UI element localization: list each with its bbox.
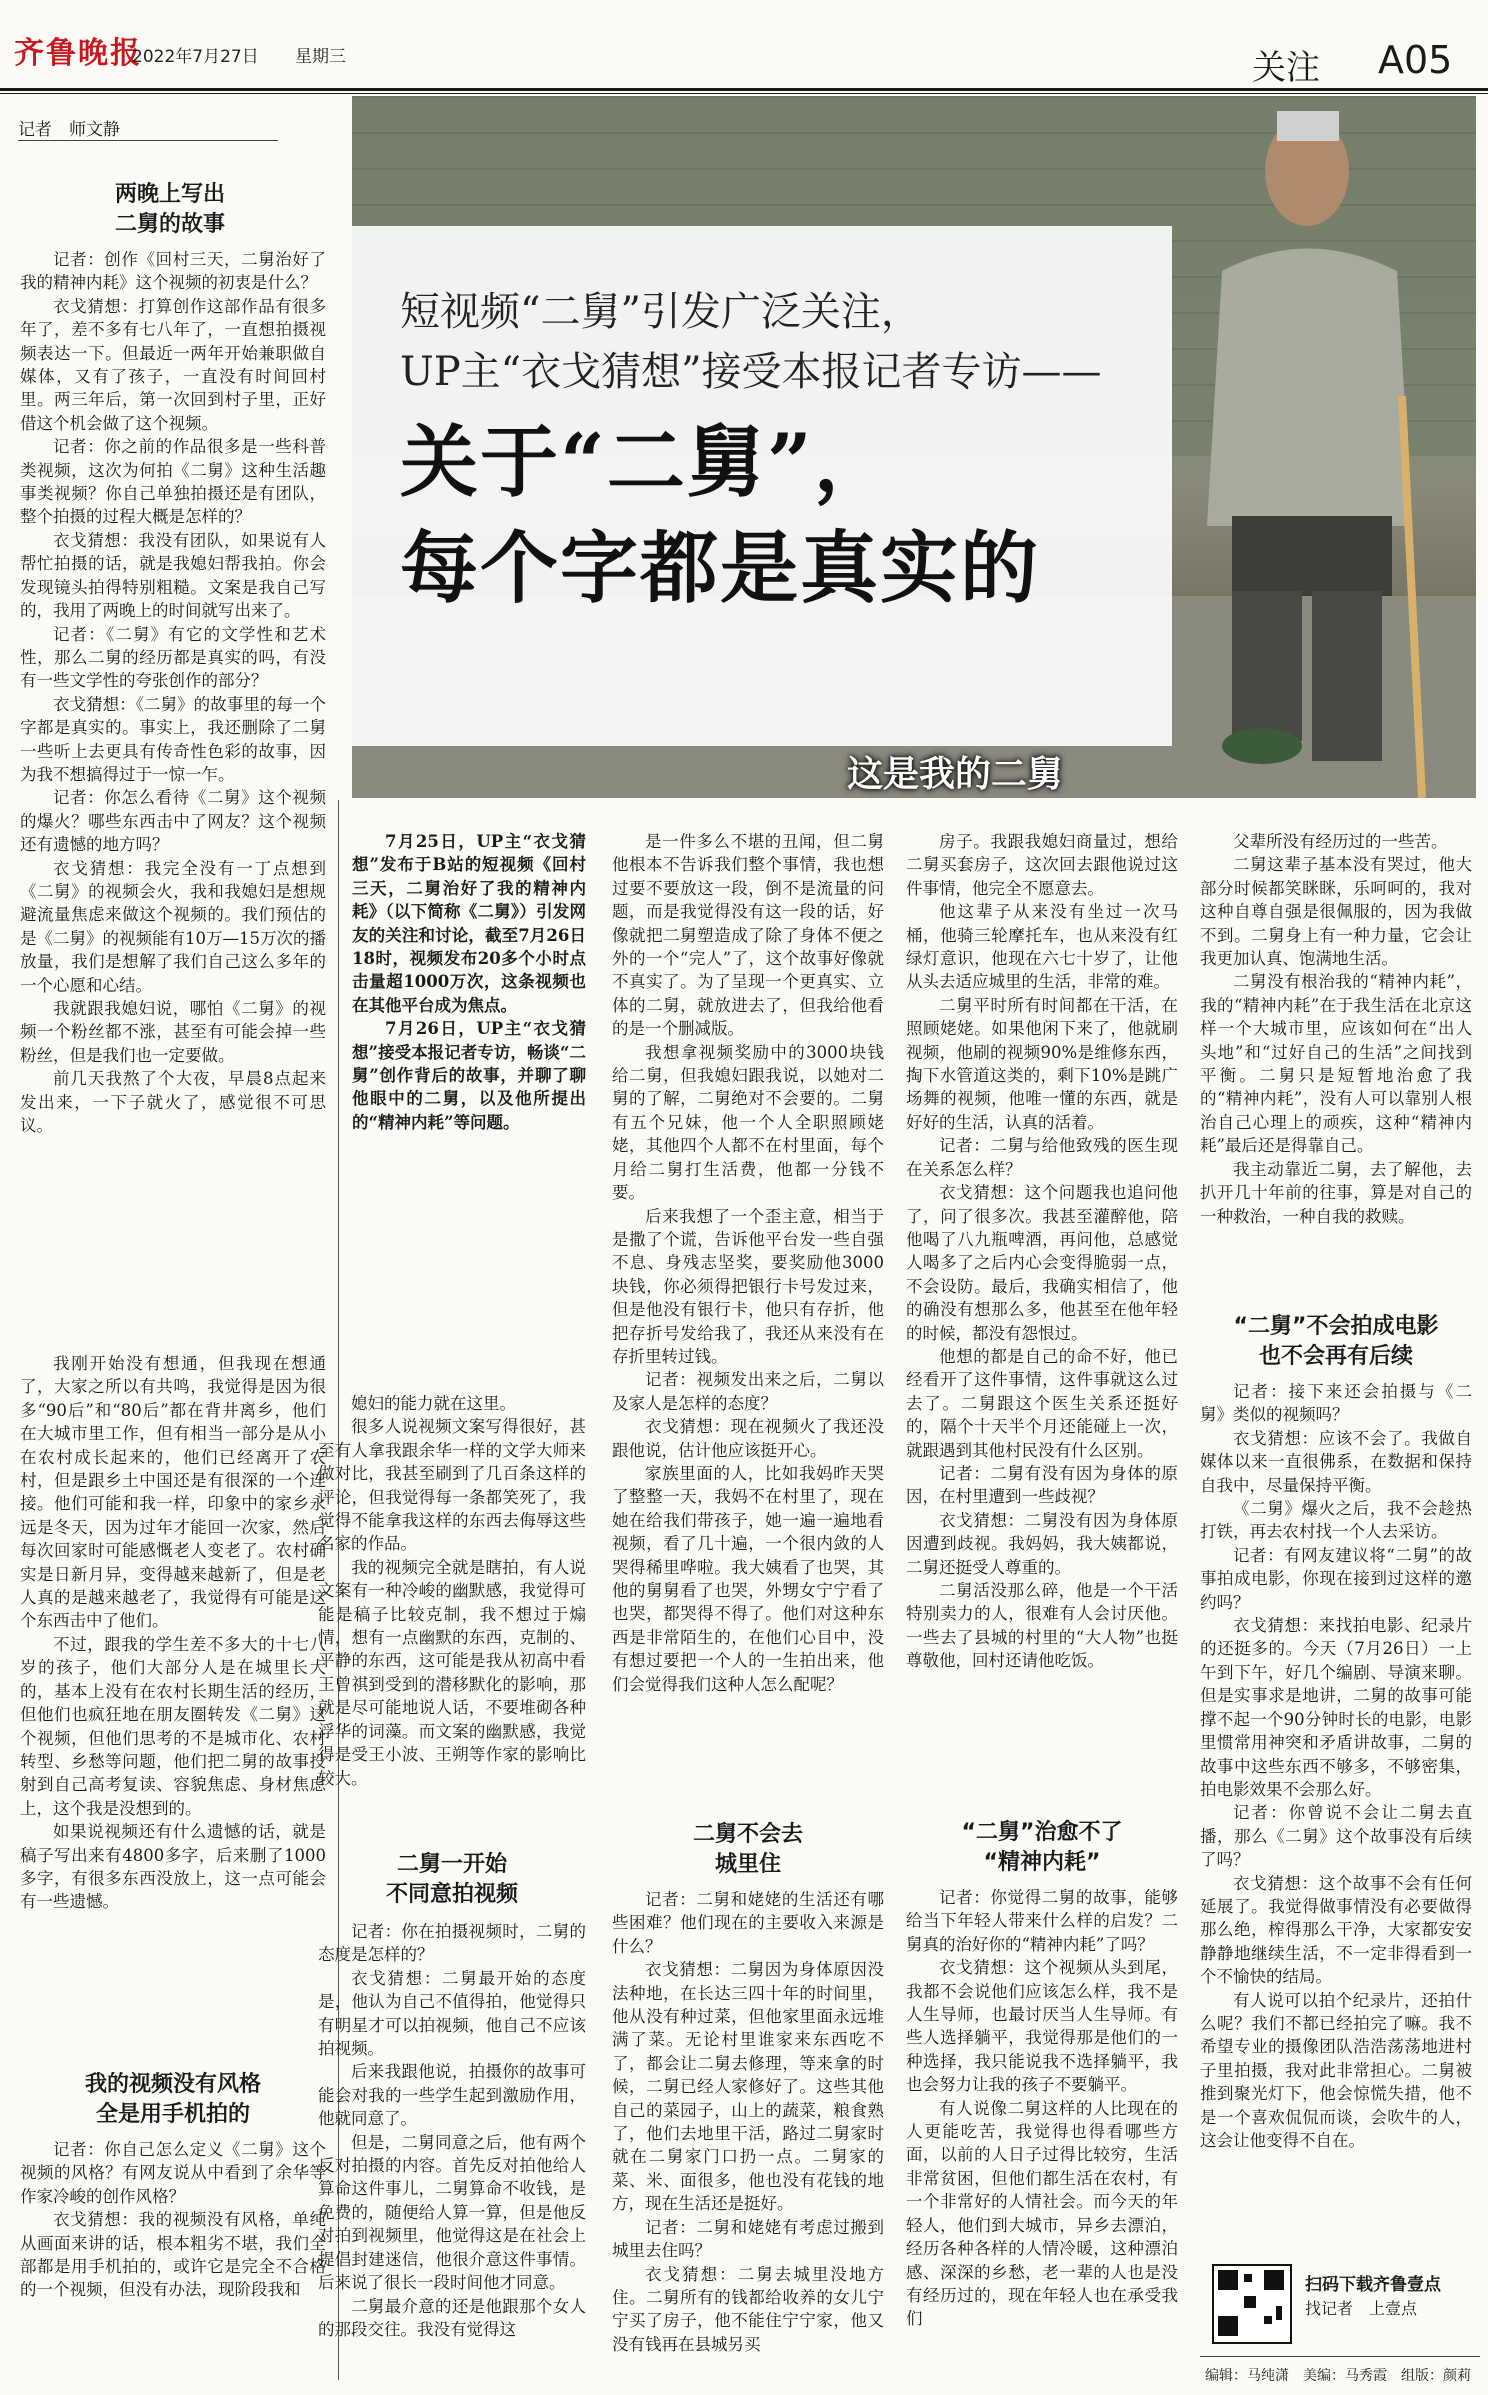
paragraph: 记者：你在拍摄视频时，二舅的态度是怎样的？ — [318, 1922, 586, 1965]
paragraph: 房子。我跟我媳妇商量过，想给二舅买套房子，这次回去跟他说过这件事情，他完全不愿意去。 — [906, 832, 1178, 898]
column-2-body-a — [318, 1392, 586, 1790]
main-headline — [400, 410, 1040, 622]
paragraph: 记者：你觉得二舅的故事，能够给当下年轻人带来什么样的启发？二舅真的治好你的“精神内耗”了吗？ — [906, 1888, 1178, 1954]
column-1-body-a — [20, 248, 326, 1137]
masthead-logo: 齐鲁晚报 — [14, 36, 142, 71]
paragraph: 衣戈猜想：二舅因为身体原因没法种地，在长达三四十年的时间里，他从没有种过菜，但他家里面永远堆满了菜。无论村里谁家来东西吃不了，都会让二舅去修理，等来拿的时候，二舅已经人家修好了。这些其他自己的菜园子，山上的蔬菜，粮食熟了，他们去地里干活，路过二舅家时就在二舅家门口扔一点。二舅家的菜、米、面很多，他也没有花钱的地方，现在生活还是挺好。 — [612, 1960, 884, 2214]
paragraph: 但是，二舅同意之后，他有两个反对拍摄的内容。首先反对拍他给人算命这件事儿，二舅算命不收钱，是免费的，随便给人算一算，但是他反对拍到视频里，他觉得这是在社会上提倡封建迷信，他很介意这件事情。后来说了很长一段时间他才同意。 — [318, 2132, 586, 2293]
subhead-5-line-1: “二舅”治愈不了 — [961, 1820, 1123, 1845]
subhead-5-line-2: “精神内耗” — [983, 1850, 1101, 1875]
subhead-1 — [20, 180, 320, 240]
paragraph: 有人说像二舅这样的人比现在的人更能吃苦，我觉得也得看哪些方面，以前的人日子过得比较穷，生活非常贫困，但他们都生活在农村，有一个非常好的人情社会。而今天的年轻人，他们到大城市，异乡去漂泊，经历各种各样的人情冷暖，这种漂泊感、深深的乡愁，老一辈的人也是没有经历过的，现在年轻人也在承受我们 — [906, 2098, 1178, 2329]
subhead-6-line-1: “二舅”不会拍成电影 — [1233, 1314, 1439, 1339]
paragraph: 我想拿视频奖励中的3000块钱给二舅，但我媳妇跟我说，以她对二舅的了解，二舅绝对不会要的。二舅有五个兄妹，他一个人全职照顾姥姥，其他四个人都不在村里面，每个月给二舅打生活费，他都一分钱不要。 — [612, 1042, 884, 1203]
paragraph: 记者：二舅与给他致残的医生现在关系怎么样？ — [906, 1136, 1178, 1179]
paragraph: 记者：接下来还会拍摄与《二舅》类似的视频吗？ — [1200, 1382, 1472, 1425]
subhead-2-line-1: 我的视频没有风格 — [84, 2072, 261, 2097]
deck-line-1: 短视频“二舅”引发广泛关注， — [400, 289, 921, 335]
article-lead — [352, 830, 586, 1134]
paragraph: 媳妇的能力就在这里。 — [351, 1394, 516, 1413]
paragraph: 衣戈猜想：这个视频从头到尾，我都不会说他们应该怎么样，我不是人生导师，也最讨厌当人生导师。有些人选择躺平，我觉得那是他们的一种选择，我只能说我不选择躺平，我也会努力让我的孩子不要躺平。 — [906, 1958, 1178, 2095]
paragraph: 后来我跟他说，拍摄你的故事可能会对我的一些学生起到激励作用，他就同意了。 — [318, 2062, 586, 2129]
column-3-body-a — [612, 830, 884, 1696]
paragraph: 记者：你自己怎么定义《二舅》这个视频的风格？有网友说从中看到了余华等作家冷峻的创作风格？ — [20, 2140, 326, 2206]
column-1-body-c — [20, 2138, 326, 2302]
paragraph: 我刚开始没有想通，但我现在想通了，大家之所以有共鸣，我觉得是因为很多“90后”和“80后”都在背井离乡，他们在大城市里工作，但有相当一部分是从小在农村成长起来的，他们已经离开了农村，但是跟乡土中国还是有很深的一个连接。他们可能和我一样，印象中的家乡永远是冬天，因为过年才能回一次家，然后每次回家时可能感慨老人变老了。农村确实是日新月异，变得越来越新了，但是老人真的是越来越老了，我觉得有可能是这个东西击中了他们。 — [20, 1354, 326, 1631]
paragraph: 记者：你怎么看待《二舅》这个视频的爆火？哪些东西击中了网友？这个视频还有遗憾的地方吗？ — [20, 788, 326, 855]
paragraph: 记者：《二舅》有它的文学性和艺术性，那么二舅的经历都是真实的吗，有没有一些文学性的夸张创作的部分？ — [20, 624, 326, 691]
subhead-3 — [318, 1850, 586, 1910]
subhead-6-line-2: 也不会再有后续 — [1258, 1344, 1413, 1369]
paragraph: 有人说可以拍个纪录片，还拍什么呢？我们不都已经拍完了嘛。我不希望专业的摄像团队浩浩荡荡地进村子里拍摄，我对此非常担心。二舅被推到聚光灯下，他会惊慌失措，他不是一个喜欢侃侃而谈，会吹牛的人，这会让他变得不自在。 — [1200, 1990, 1472, 2150]
paragraph: 衣戈猜想：这个问题我也追问他了，问了很多次。我甚至灌醉他，陪他喝了八九瓶啤酒，再问他，总感觉人喝多了之后内心会变得脆弱一点，不会设防。最后，我确实相信了，他的确没有想那么多，他甚至在他年轻的时候，都没有怨恨过。 — [906, 1183, 1178, 1343]
subhead-5 — [906, 1818, 1178, 1878]
paragraph: 他这辈子从来没有坐过一次马桶，他骑三轮摩托车，也从来没有红绿灯意识，他现在六七十岁了，让他从头去适应城里的生活，非常的难。 — [906, 902, 1178, 992]
paragraph: 衣戈猜想：来找拍电影、纪录片的还挺多的。今天（7月26日）一上午到下午，好几个编剧、导演来聊。但是实事求是地讲，二舅的故事可能撑不起一个90分钟时长的电影，电影里惯常用神突和矛盾讲故事，二舅的故事中这些东西不够多，不够密集，拍电影效果不会那么好。 — [1200, 1616, 1472, 1799]
paragraph: 很多人说视频文案写得很好，甚至有人拿我跟余华一样的文学大师来做对比，我甚至刷到了几百条这样的评论，但我觉得每一条都笑死了，我觉得不能拿我这样的东西去侮辱这些名家的作品。 — [318, 1417, 586, 1554]
subhead-3-line-1: 二舅一开始 — [396, 1852, 507, 1877]
issue-date: 2022年7月27日 — [132, 47, 259, 67]
paragraph: 二舅活没那么碎，他是一个干活特别卖力的人，很难有人会讨厌他。一些去了县城的村里的“大人物”也挺尊敬他，回村还请他吃饭。 — [906, 1581, 1178, 1671]
paragraph: 《二舅》爆火之后，我不会趁热打铁，再去农村找一个人去采访。 — [1200, 1499, 1472, 1542]
paragraph: 是一件多么不堪的丑闻，但二舅他根本不告诉我们整个事情，我也想过要不要放这一段，倒不是流量的问题，而是我觉得没有这一段的话，好像就把二舅塑造成了除了身体不便之外的一个“完人”了，这个故事好像就不真实了。为了呈现一个更真实、立体的二舅，就放进去了，但我给他看的是一个删减版。 — [612, 832, 884, 1039]
paragraph: 我的视频完全就是瞎拍，有人说文案有一种冷峻的幽默感，我觉得可能是稿子比较克制，我不想过于煽情，想有一点幽默的东西，克制的、平静的东西，这可能是我从初高中看王曾祺到受到的潜移默化的影响，那就是尽可能地说人话，不要堆砌各种浮华的词藻。而文案的幽默感，我觉得是受王小波、王朔等作家的影响比较大。 — [318, 1557, 586, 1788]
paragraph: 家族里面的人，比如我妈昨天哭了整整一天，我妈不在村里了，现在她在给我们带孩子，她一遍一遍地看视频，看了几十遍，一个很内敛的人哭得稀里哗啦。我大姨看了也哭，其他的舅舅看了也哭，外甥女宁宁看了也哭，都哭得不得了。他们对这种东西是非常陌生的，在他们心目中，没有想过要把一个人的一生拍出来，他们会觉得我们这种人怎么配呢？ — [612, 1463, 884, 1694]
man-figure — [1162, 96, 1442, 798]
deck-line-2: UP主“衣戈猜想”接受本报记者专访—— — [400, 349, 1102, 395]
headline-line-2: 每个字都是真实的 — [400, 523, 1041, 614]
subhead-4 — [612, 1820, 884, 1880]
column-1-body-b — [20, 1352, 326, 1914]
paragraph: 二舅平时所有时间都在干活，在照顾姥姥。如果他闲下来了，他就刷视频，他刷的视频90%是维修东西，掏下水管道这类的，剩下10%是跳广场舞的视频，他唯一懂的东西，就是好好的生活，认真的活着。 — [906, 995, 1178, 1132]
subhead-6 — [1200, 1312, 1472, 1372]
subhead-1-line-1: 两晚上写出 — [114, 182, 225, 207]
deck-headline — [400, 282, 1102, 402]
paragraph: 衣戈猜想：二舅没有因为身体原因遭到歧视。我妈妈，我大姨都说，二舅还挺受人尊重的。 — [906, 1510, 1178, 1577]
column-5-body-a — [1200, 830, 1472, 1228]
column-4-body-a — [906, 830, 1178, 1673]
subhead-2 — [20, 2070, 326, 2130]
paragraph: 衣戈猜想：二舅最开始的态度是，他认为自己不值得拍，他觉得只有明星才可以拍视频，他自己不应该拍视频。 — [318, 1968, 586, 2059]
footer-rule — [1200, 2356, 1480, 2357]
paragraph: 他想的都是自己的命不好，他已经看开了这件事情，这件事就这么过去了。二舅跟这个医生关系还挺好的，隔个十天半个月还能碰上一次，就跟遇到其他村民没有什么区别。 — [906, 1346, 1178, 1460]
paragraph: 我主动靠近二舅，去了解他，去扒开几十年前的往事，算是对自己的一种救治，一种自我的救赎。 — [1200, 1159, 1472, 1226]
qr-code-icon[interactable] — [1212, 2264, 1292, 2344]
paragraph: 记者：你曾说不会让二舅去直播，那么《二舅》这个故事没有后续了吗？ — [1200, 1803, 1472, 1870]
paragraph: 父辈所没有经历过的一些苦。 — [1233, 832, 1448, 851]
paragraph: 衣戈猜想：这个故事不会有任何延展了。我觉得做事情没有必要做得那么绝，榨得那么干净，大家都安安静静地继续生活，不一定非得看到一个不愉快的结局。 — [1200, 1873, 1472, 1987]
lead-paragraph: 7月26日，UP主“衣戈猜想”接受本报记者专访，畅谈“二舅”创作背后的故事，并聊了聊他眼中的二舅，以及他所提出的“精神内耗”等问题。 — [352, 1019, 586, 1132]
column-3-body-b — [612, 1888, 884, 2356]
paragraph: 记者：有网友建议将“二舅”的故事拍成电影，你现在接到过这样的邀约吗？ — [1200, 1545, 1472, 1612]
paragraph: 后来我想了一个歪主意，相当于是撒了个谎，告诉他平台发一些自强不息、身残志坚奖，要奖励他3000块钱，你必须得把银行卡号发过来，但是他没有银行卡，他只有存折，他把存折号发给我了，我还从来没有在存折里转过钱。 — [612, 1206, 884, 1366]
page-number: A05 — [1378, 38, 1453, 82]
header-rule — [0, 88, 1488, 91]
paragraph: 衣戈猜想：应该不会了。我做自媒体以来一直很佛系，在数据和保持自我中，尽量保持平衡。 — [1200, 1428, 1472, 1495]
subhead-2-line-2: 全是用手机拍的 — [95, 2102, 250, 2127]
paragraph: 我就跟我媳妇说，哪怕《二舅》的视频一个粉丝都不涨，甚至有可能会掉一些粉丝，但是我们也一定要做。 — [20, 999, 326, 1065]
paragraph: 衣戈猜想：我完全没有一丁点想到《二舅》的视频会火，我和我媳妇是想规避流量焦虑来做这个视频的。我们预估的是《二舅》的视频能有10万—15万次的播放量，我们是想解了我们自己这么多年的一个心愿和心结。 — [20, 858, 326, 995]
paragraph: 记者：创作《回村三天，二舅治好了我的精神内耗》这个视频的初衷是什么？ — [20, 250, 326, 293]
byline-rule — [18, 140, 278, 141]
headline-line-1: 关于“二舅”， — [400, 417, 894, 508]
subhead-4-line-1: 二舅不会去 — [692, 1822, 803, 1847]
paragraph: 二舅最介意的还是他跟那个女人的那段交往。我没有觉得这 — [318, 2296, 586, 2339]
subhead-4-line-2: 城里住 — [714, 1852, 781, 1877]
photo-caption: 这是我的二舅 — [847, 754, 1064, 795]
paragraph: 不过，跟我的学生差不多大的十七八岁的孩子，他们大部分人是在城里长大的，基本上没有在农村长期生活的经历，但他们也疯狂地在朋友圈转发《二舅》这个视频，但他们思考的不是城市化、农村转型、乡愁等问题，他们把二舅的故事投射到自己高考复读、容貌焦虑、身材焦虑上，这个我是没想到的。 — [20, 1634, 326, 1818]
paragraph: 二舅没有根治我的“精神内耗”，我的“精神内耗”在于我生活在北京这样一个大城市里，应该如何在“出人头地”和“过好自己的生活”之间找到平衡。二舅只是短暂地治愈了我的“精神内耗”，没有人可以靠别人根治自己心理上的顽疾，这种“精神内耗”最后还是得靠自己。 — [1200, 972, 1472, 1156]
paragraph: 二舅这辈子基本没有哭过，他大部分时候都笑眯眯，乐呵呵的，我对这种自尊自强是很佩服的，因为我做不到。二舅身上有一种力量，它会让我更加认真、饱满地生活。 — [1200, 855, 1472, 969]
paragraph: 前几天我熬了个大夜，早晨8点起来发出来，一下子就火了，感觉很不可思议。 — [20, 1069, 326, 1136]
paragraph: 记者：二舅和姥姥有考虑过搬到城里去住吗？ — [612, 2217, 884, 2261]
subhead-3-line-2: 不同意拍视频 — [385, 1882, 518, 1907]
byline: 记者 师文静 — [18, 120, 120, 140]
paragraph: 记者：你之前的作品很多是一些科普类视频，这次为何拍《二舅》这种生活趣事类视频？你自己单独拍摄还是有团队，整个拍摄的过程大概是怎样的？ — [20, 437, 326, 527]
paragraph: 记者：二舅和姥姥的生活还有哪些困难？他们现在的主要收入来源是什么？ — [612, 1890, 884, 1956]
lead-paragraph: 7月25日，UP主“衣戈猜想”发布于B站的短视频《回村三天，二舅治好了我的精神内耗》（以下简称《二舅》）引发网友的关注和讨论，截至7月26日18时，视频发布20多个小时点击量超1000万次，这条视频也在其他平台成为焦点。 — [352, 832, 586, 1015]
paragraph: 衣戈猜想：现在视频火了我还没跟他说，估计他应该挺开心。 — [612, 1417, 884, 1460]
paragraph: 衣戈猜想：打算创作这部作品有很多年了，差不多有七八年了，一直想拍摄视频表达一下。但最近一两年开始兼职做自媒体，又有了孩子，一直没有时间回村里。两三年后，第一次回到村子里，正好借这个机会做了这个视频。 — [20, 296, 326, 433]
column-2-body-b — [318, 1920, 586, 2341]
paragraph: 衣戈猜想：我没有团队，如果说有人帮忙拍摄的话，就是我媳妇帮我拍。你会发现镜头拍得特别粗糙。文案是我自己写的，我用了两晚上的时间就写出来了。 — [20, 530, 326, 621]
section-name: 关注 — [1252, 48, 1320, 88]
paragraph: 如果说视频还有什么遗憾的话，就是稿子写出来有4800多字，后来删了1000多字，有很多东西没放上，这一点可能会有一些遗憾。 — [20, 1822, 326, 1912]
paragraph: 记者：视频发出来之后，二舅以及家人是怎样的态度？ — [612, 1370, 884, 1413]
paragraph: 衣戈猜想：二舅去城里没地方住。二舅所有的钱都给收养的女儿宁宁买了房子，他不能住宁宁家，他又没有钱再在县城另买 — [612, 2264, 884, 2354]
column-5-body-b — [1200, 1380, 1472, 2152]
header-rule-thin — [0, 93, 1488, 94]
paragraph: 衣戈猜想：我的视频没有风格，单纯从画面来讲的话，根本粗劣不堪，我们全部都是用手机拍的，或许它是完全不合格的一个视频，但没有办法，现阶段我和 — [20, 2210, 326, 2300]
paragraph: 记者：二舅有没有因为身体的原因，在村里遭到一些歧视？ — [906, 1463, 1178, 1507]
editor-credits: 编辑：马纯潇 美编：马秀霞 组版：颜莉 — [1205, 2368, 1471, 2384]
issue-weekday: 星期三 — [295, 47, 346, 67]
paragraph: 衣戈猜想：《二舅》的故事里的每一个字都是真实的。事实上，我还删除了二舅一些听上去更具有传奇性色彩的故事，因为我不想搞得过于一惊一乍。 — [20, 694, 326, 784]
qr-label: 扫码下载齐鲁壹点 — [1305, 2275, 1441, 2295]
subhead-1-line-2: 二舅的故事 — [114, 212, 225, 237]
column-4-body-b — [906, 1886, 1178, 2331]
qr-sublabel: 找记者 上壹点 — [1305, 2299, 1418, 2318]
